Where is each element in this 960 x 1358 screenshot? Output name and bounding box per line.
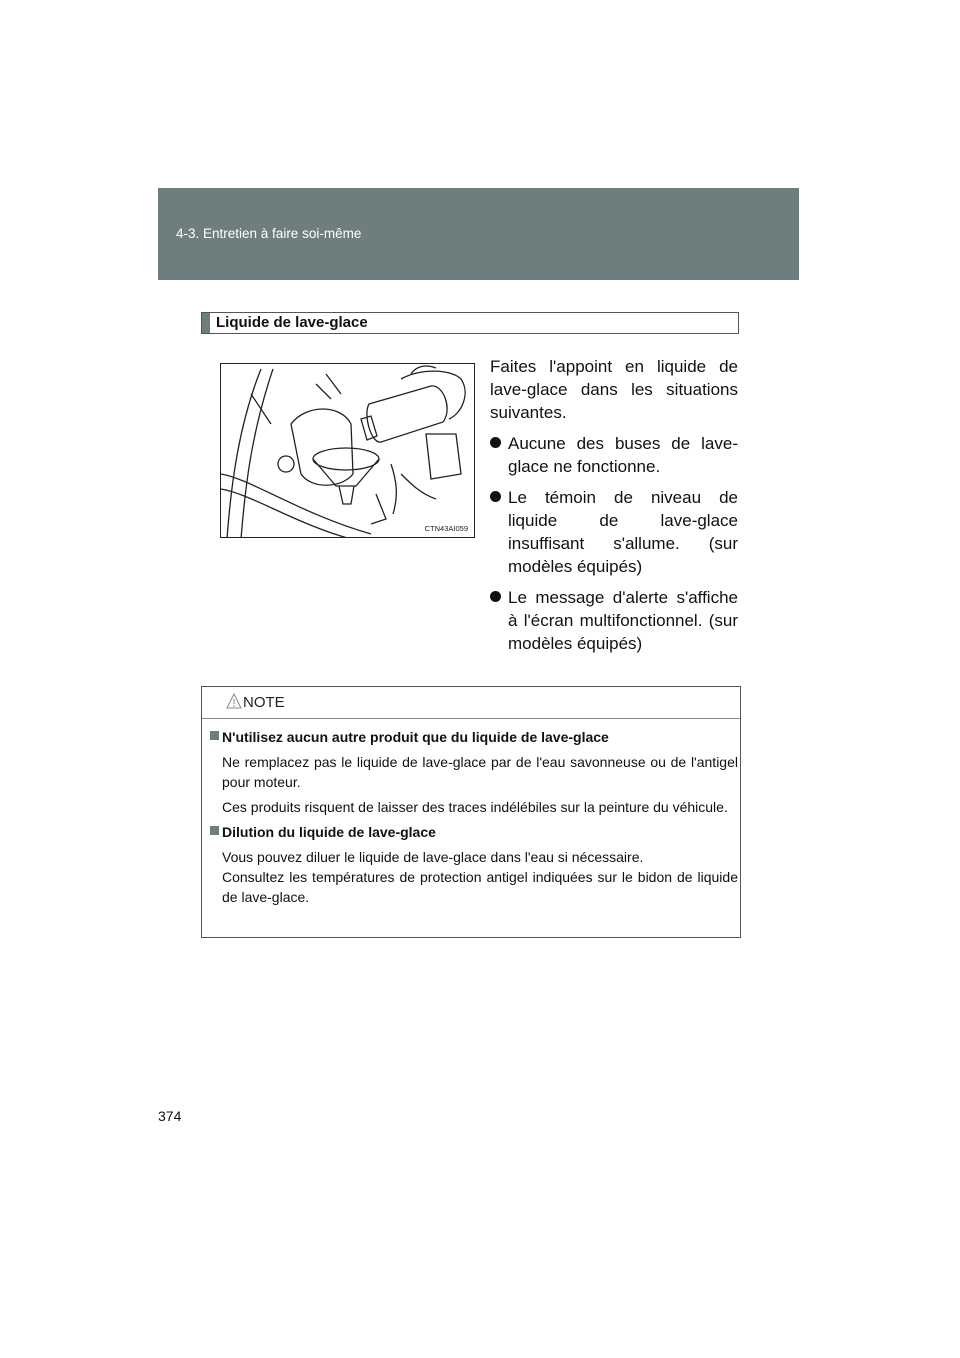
- bullet-text: Le message d'alerte s'affiche à l'écran multifonctionnel. (sur modèles équipés): [508, 588, 738, 653]
- washer-fluid-illustration: [220, 363, 475, 538]
- note-subheading-text: N'utilisez aucun autre produit que du liquide de lave-glace: [222, 729, 609, 745]
- note-header: [202, 687, 740, 719]
- square-bullet-icon: [210, 731, 219, 740]
- list-item: [490, 432, 738, 478]
- bullet-text: Aucune des buses de lave-glace ne fonctionne.: [508, 434, 738, 476]
- note-paragraph: Consultez les températures de protection antigel indiquées sur le bidon de liquide de lave-glace.: [222, 869, 738, 905]
- section-title: Liquide de lave-glace: [216, 314, 368, 331]
- chapter-breadcrumb: 4-3. Entretien à faire soi-même: [176, 226, 362, 241]
- intro-paragraph: Faites l'appoint en liquide de lave-glace dans les situations suivantes.: [490, 357, 738, 422]
- note-title: NOTE: [243, 694, 285, 711]
- note-subheading-text: Dilution du liquide de lave-glace: [222, 824, 436, 840]
- note-paragraph: Ces produits risquent de laisser des traces indélébiles sur la peinture du véhicule.: [222, 799, 728, 815]
- bullet-icon: [490, 437, 501, 448]
- bullet-text: Le témoin de niveau de liquide de lave-glace insuffisant s'allume. (sur modèles équipés): [508, 488, 738, 576]
- note-paragraph: Ne remplacez pas le liquide de lave-glace par de l'eau savonneuse ou de l'antigel pour moteur.: [222, 754, 738, 790]
- chapter-header-band: [158, 188, 799, 280]
- bullet-icon: [490, 591, 501, 602]
- figure-code: CTN43AI059: [424, 524, 468, 533]
- note-subheading: [210, 822, 738, 842]
- list-item: [490, 586, 738, 655]
- instruction-text: [490, 355, 738, 663]
- note-box: [201, 686, 741, 938]
- page-number: 374: [158, 1108, 182, 1124]
- engine-bay-drawing: [221, 364, 475, 538]
- note-subheading: [210, 727, 738, 747]
- warning-triangle-icon: [226, 693, 242, 709]
- note-body: [210, 727, 738, 912]
- list-item: [490, 486, 738, 578]
- note-paragraph: Vous pouvez diluer le liquide de lave-glace dans l'eau si nécessaire.: [222, 849, 644, 865]
- square-bullet-icon: [210, 826, 219, 835]
- section-title-accent-bar: [202, 313, 210, 333]
- section-title-box: [201, 312, 739, 334]
- bullet-icon: [490, 491, 501, 502]
